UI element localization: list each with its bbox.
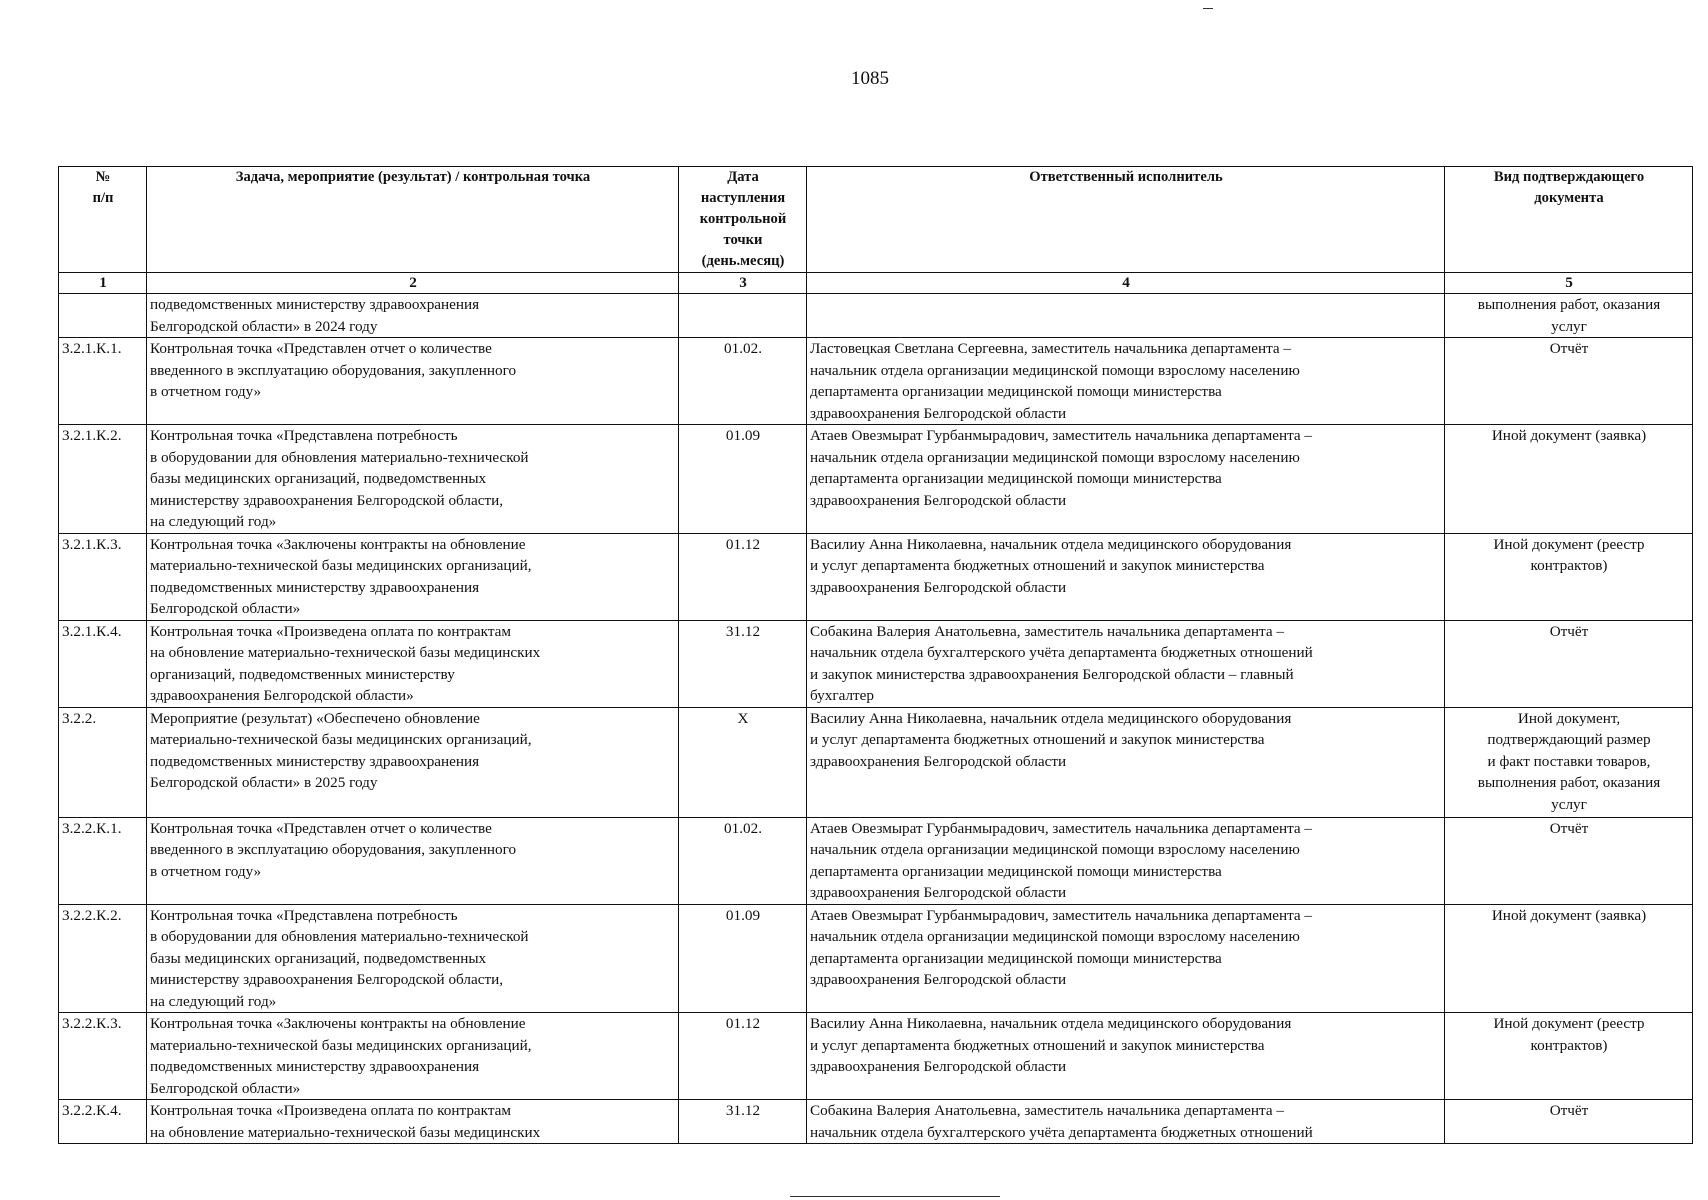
page-number: 1085 [851,68,889,89]
table-row [59,1100,1693,1144]
row-document: Иной документ (реестр контрактов) [1445,533,1693,620]
scan-mark [1203,8,1213,9]
header-task: Задача, мероприятие (результат) / контрольная точка [147,167,679,273]
row-date [679,294,807,338]
row-date: 01.12 [679,1013,807,1100]
table-row [59,620,1693,707]
row-number: 3.2.2.К.4. [59,1100,147,1144]
row-document: Отчёт [1445,338,1693,425]
row-date: 01.02. [679,338,807,425]
column-number: 2 [147,273,679,294]
table-row [59,294,1693,338]
header-row [59,167,1693,273]
column-number: 1 [59,273,147,294]
row-date: 01.09 [679,425,807,534]
row-document: Иной документ (реестр контрактов) [1445,1013,1693,1100]
row-document: Иной документ, подтверждающий размер и факт поставки товаров, выполнения работ, оказания услуг [1445,707,1693,817]
row-executor: Атаев Овезмырат Гурбанмырадович, заместитель начальника департамента – начальник отдела организации медицинской помощи взрослому населению департамента организации медицинской помощи министерства здравоохранения Белгородской области [807,425,1445,534]
row-executor: Василиу Анна Николаевна, начальник отдела медицинского оборудования и услуг департамента бюджетных отношений и закупок министерства здравоохранения Белгородской области [807,1013,1445,1100]
row-executor: Ластовецкая Светлана Сергеевна, заместитель начальника департамента – начальник отдела организации медицинской помощи взрослому населению департамента организации медицинской помощи министерства здравоохранения Белгородской области [807,338,1445,425]
column-numbers-row [59,273,1693,294]
table-row [59,425,1693,534]
row-date: 31.12 [679,1100,807,1144]
column-number: 3 [679,273,807,294]
row-document: выполнения работ, оказания услуг [1445,294,1693,338]
row-task: Контрольная точка «Заключены контракты на обновление материально-технической базы медицинских организаций, подведомственных министерству здравоохранения Белгородской области» [147,1013,679,1100]
table-row [59,1013,1693,1100]
table-row [59,533,1693,620]
row-number: 3.2.2.К.2. [59,904,147,1013]
row-executor: Собакина Валерия Анатольевна, заместитель начальника департамента – начальник отдела бухгалтерского учёта департамента бюджетных отношений [807,1100,1445,1144]
row-task: Контрольная точка «Произведена оплата по контрактам на обновление материально-технической базы медицинских [147,1100,679,1144]
row-date: 01.02. [679,817,807,904]
row-executor: Атаев Овезмырат Гурбанмырадович, заместитель начальника департамента – начальник отдела организации медицинской помощи взрослому населению департамента организации медицинской помощи министерства здравоохранения Белгородской области [807,904,1445,1013]
column-number: 5 [1445,273,1693,294]
row-executor: Василиу Анна Николаевна, начальник отдела медицинского оборудования и услуг департамента бюджетных отношений и закупок министерства здравоохранения Белгородской области [807,533,1445,620]
row-task: Контрольная точка «Произведена оплата по контрактам на обновление материально-технической базы медицинских организаций, подведомственных министерству здравоохранения Белгородской области» [147,620,679,707]
row-executor: Василиу Анна Николаевна, начальник отдела медицинского оборудования и услуг департамента бюджетных отношений и закупок министерства здравоохранения Белгородской области [807,707,1445,817]
header-document: Вид подтверждающего документа [1445,167,1693,273]
row-number: 3.2.2.К.1. [59,817,147,904]
row-date: Х [679,707,807,817]
row-document: Иной документ (заявка) [1445,904,1693,1013]
row-document: Иной документ (заявка) [1445,425,1693,534]
row-task: Контрольная точка «Представлена потребность в оборудовании для обновления материально-технической базы медицинских организаций, подведомственных министерству здравоохранения Белгородской области, на следующий год» [147,904,679,1013]
row-date: 01.09 [679,904,807,1013]
row-date: 01.12 [679,533,807,620]
table-row [59,817,1693,904]
row-number: 3.2.1.К.1. [59,338,147,425]
header-number: № п/п [59,167,147,273]
row-task: подведомственных министерству здравоохранения Белгородской области» в 2024 году [147,294,679,338]
row-document: Отчёт [1445,620,1693,707]
row-executor: Атаев Овезмырат Гурбанмырадович, заместитель начальника департамента – начальник отдела организации медицинской помощи взрослому населению департамента организации медицинской помощи министерства здравоохранения Белгородской области [807,817,1445,904]
header-date: Дата наступления контрольной точки (день.месяц) [679,167,807,273]
row-executor: Собакина Валерия Анатольевна, заместитель начальника департамента – начальник отдела бухгалтерского учёта департамента бюджетных отношений и закупок министерства здравоохранения Белгородской области – главный бухгалтер [807,620,1445,707]
row-number: 3.2.2.К.3. [59,1013,147,1100]
row-number: 3.2.1.К.2. [59,425,147,534]
row-number [59,294,147,338]
row-number: 3.2.1.К.4. [59,620,147,707]
column-number: 4 [807,273,1445,294]
row-date: 31.12 [679,620,807,707]
row-number: 3.2.2. [59,707,147,817]
table-body [59,294,1693,1144]
table-row [59,707,1693,817]
row-task: Контрольная точка «Заключены контракты на обновление материально-технической базы медицинских организаций, подведомственных министерству здравоохранения Белгородской области» [147,533,679,620]
row-task: Контрольная точка «Представлен отчет о количестве введенного в эксплуатацию оборудования, закупленного в отчетном году» [147,817,679,904]
scan-mark [790,1196,1000,1197]
table-row [59,338,1693,425]
row-document: Отчёт [1445,1100,1693,1144]
row-executor [807,294,1445,338]
row-task: Контрольная точка «Представлена потребность в оборудовании для обновления материально-технической базы медицинских организаций, подведомственных министерству здравоохранения Белгородской области, на следующий год» [147,425,679,534]
row-number: 3.2.1.К.3. [59,533,147,620]
header-executor: Ответственный исполнитель [807,167,1445,273]
control-points-table [58,166,1693,1144]
row-task: Мероприятие (результат) «Обеспечено обновление материально-технической базы медицинских организаций, подведомственных министерству здравоохранения Белгородской области» в 2025 году [147,707,679,817]
row-document: Отчёт [1445,817,1693,904]
table-row [59,904,1693,1013]
row-task: Контрольная точка «Представлен отчет о количестве введенного в эксплуатацию оборудования, закупленного в отчетном году» [147,338,679,425]
